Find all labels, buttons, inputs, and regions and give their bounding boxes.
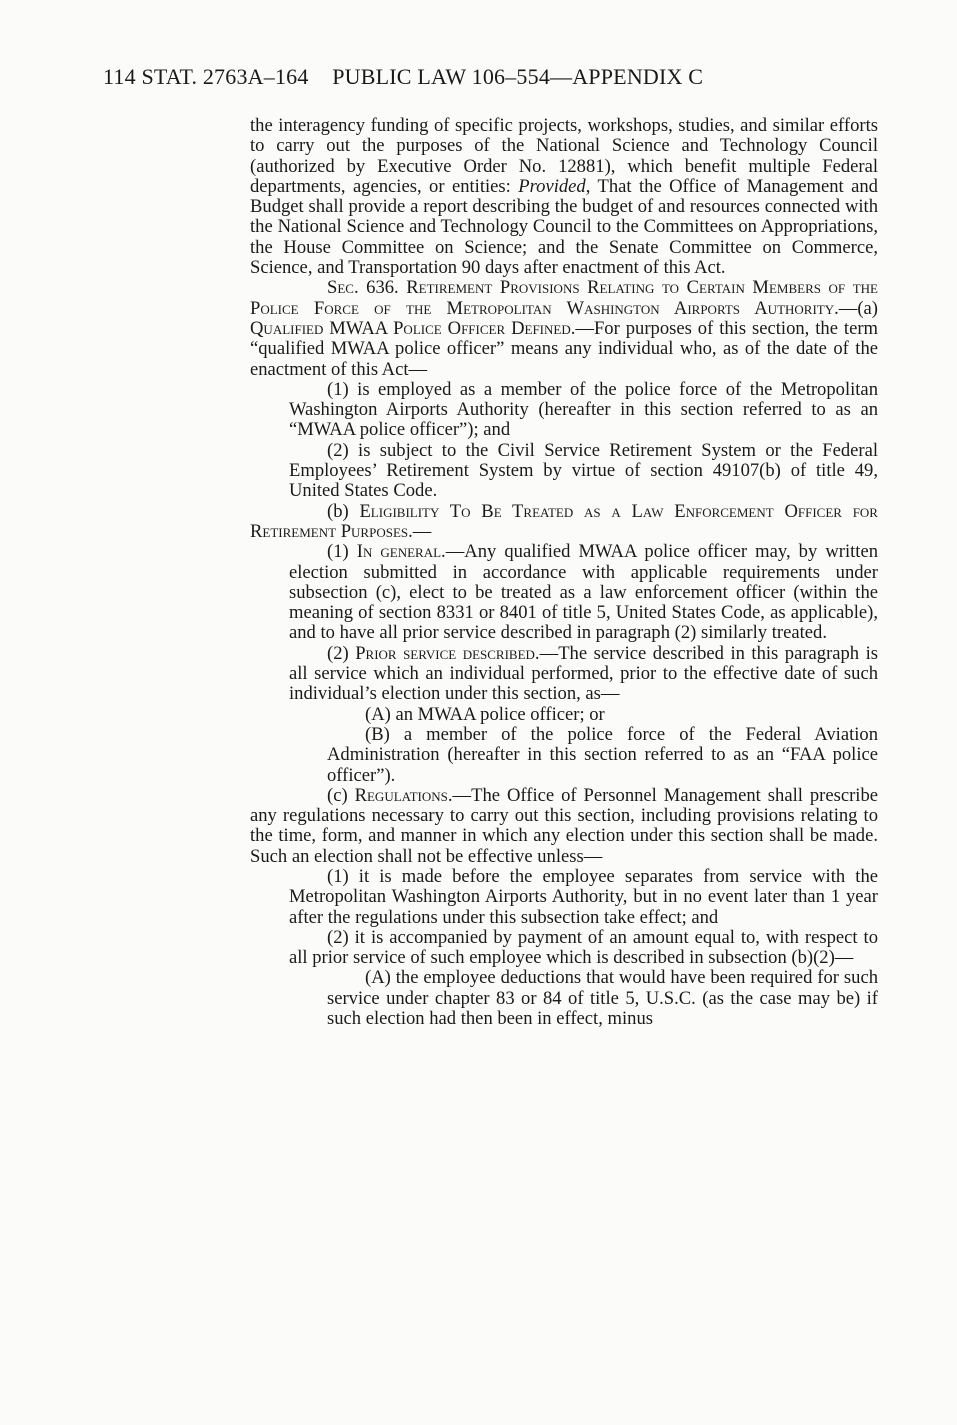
section-title: Retirement Provisions Relating to Certain Members of the Police Force of the Metropolitan Washington Airports Authority. <box>250 277 878 319</box>
statute-citation: 114 STAT. 2763A–164 <box>103 64 309 89</box>
list-item: (1) it is made before the employee separates from service with the Metropolitan Washington Airports Authority, but in no event later than 1 year after the regulations under this subsection take effect; and <box>289 865 878 928</box>
paragraph-b1: (1) In general.—Any qualified MWAA police officer may, by written election submitted in accordance with applicable requirements under subsection (c), elect to be treated as a law enforcement officer (within the meaning of section 8331 or 8401 of title 5, United States Code, as applicable), and to have all prior service described in paragraph (2) similarly treated. <box>289 541 878 644</box>
list-item: (1) is employed as a member of the police force of the Metropolitan Washington Airports Authority (hereafter in this section referred to as an “MWAA police officer”); and <box>289 378 878 441</box>
section-label: Sec. 636. <box>327 277 399 299</box>
subsection-c-paragraph: (c) Regulations.—The Office of Personnel Management shall prescribe any regulations necessary to carry out this section, including provisions relating to the time, form, and manner in which any election under this section shall be made. Such an election shall not be effective unless— <box>250 784 878 867</box>
list-item: (B) a member of the police force of the Federal Aviation Administration (hereafter in this section referred to as an “FAA police officer”). <box>327 723 878 786</box>
provided-term: Provided <box>518 175 586 197</box>
section-636-paragraph: Sec. 636. Retirement Provisions Relating to Certain Members of the Police Force of the Metropolitan Washington Airports Authority.—(a) Qualified MWAA Police Officer Defined.—For purposes of this section, the term “qualified MWAA police officer” means any individual who, as of the date of the enactment of this Act— <box>250 277 878 380</box>
paragraph-b2: (2) Prior service described.—The service described in this paragraph is all service which an individual performed, prior to the effective date of such individual’s election under this section, as— <box>289 642 878 705</box>
paragraph-b1-heading: In general. <box>356 541 446 563</box>
list-item: (A) the employee deductions that would have been required for such service under chapter 83 or 84 of title 5, U.S.C. (as the case may be) if such election had then been in effect, minus <box>327 967 878 1030</box>
law-title: PUBLIC LAW 106–554—APPENDIX C <box>332 64 704 89</box>
list-item: (2) it is accompanied by payment of an amount equal to, with respect to all prior service of such employee which is described in subsection (b)(2)— <box>289 926 878 969</box>
list-item: (A) an MWAA police officer; or <box>365 703 605 725</box>
subsection-b-heading: Eligibility To Be Treated as a Law Enforcement Officer for Retirement Purposes. <box>250 500 878 542</box>
subsection-b-heading-paragraph: (b) Eligibility To Be Treated as a Law Enforcement Officer for Retirement Purposes.— <box>250 500 878 542</box>
subsection-c-heading: Regulations. <box>354 784 453 806</box>
document-body <box>250 116 878 1029</box>
list-item: (2) is subject to the Civil Service Retirement System or the Federal Employees’ Retirement System by virtue of section 49107(b) of title 49, United States Code. <box>289 439 878 502</box>
intro-paragraph: the interagency funding of specific projects, workshops, studies, and similar efforts to carry out the purposes of the National Science and Technology Council (authorized by Executive Order No. 12881), which benefit multiple Federal departments, agencies, or entities: Provided, That the Office of Management and Budget shall provide a report describing the budget of and resources connected with the National Science and Technology Council to the Committees on Appropriations, the House Committee on Science; and the Senate Committee on Commerce, Science, and Transportation 90 days after enactment of this Act. <box>250 115 878 279</box>
subsection-a-heading: Qualified MWAA Police Officer Defined. <box>250 317 576 339</box>
page-header <box>103 64 883 90</box>
paragraph-b2-heading: Prior service described. <box>355 642 540 664</box>
subsection-a-text: —For purposes of this section, the term “qualified MWAA police officer” means any individual who, as of the date of the enactment of this Act— <box>250 317 878 380</box>
